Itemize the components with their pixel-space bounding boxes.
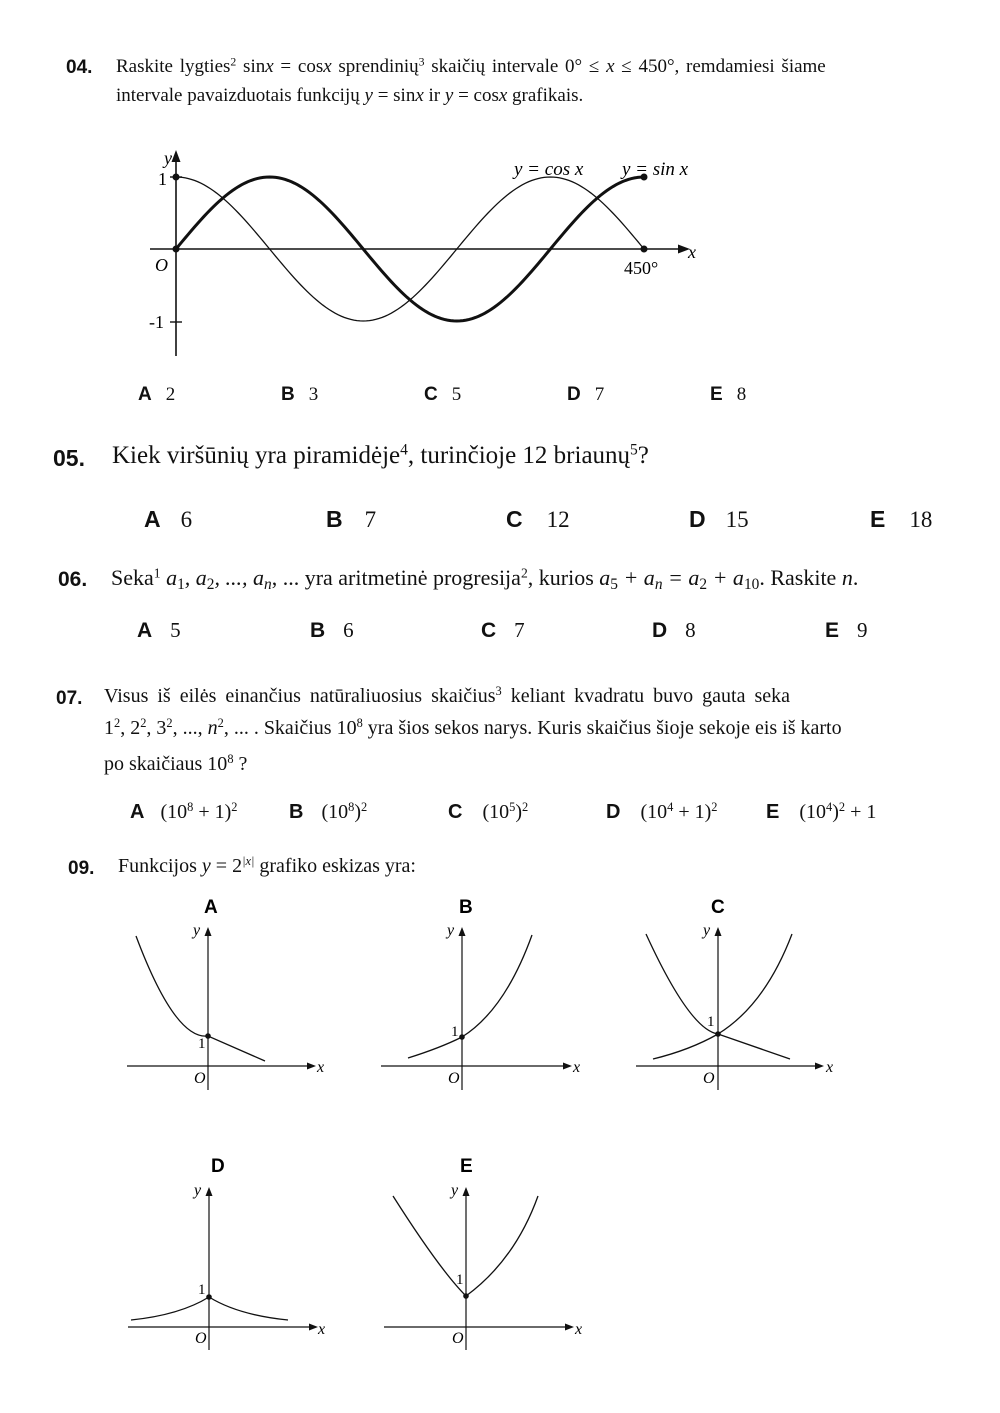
q09-graph-b-origin: O	[448, 1070, 460, 1087]
q04-y-arrow-icon	[172, 150, 181, 162]
q09-graph-c-y-arrow-icon	[715, 927, 722, 936]
q04-trig-graph	[140, 140, 720, 370]
q06-number: 06.	[58, 568, 88, 591]
q04-point-cos-end	[641, 246, 648, 253]
q04-option-c[interactable]: C 5	[424, 384, 462, 405]
q05-option-a[interactable]: A 6	[144, 506, 193, 532]
q09-graph-a-x-label: x	[317, 1059, 325, 1076]
q09-graph-e-y-arrow-icon	[463, 1187, 470, 1196]
q09-graph-e[interactable]	[375, 1150, 595, 1360]
q04-origin-label: O	[155, 255, 168, 275]
q09-graph-e-point	[463, 1293, 469, 1299]
q09-graph-e-x-label: x	[575, 1321, 583, 1338]
q05-text: Kiek viršūnių yra piramidėje$^4$, turinčioje 12 briaunų$^5$?	[112, 441, 649, 469]
q09-graph-a[interactable]	[120, 890, 340, 1100]
q06-text: Seka$^1$ $a_1$, $a_2$, ..., $a_n$, ... yra aritmetinė progresija$^2$, kurios $a_5 + a_n = a_2 + a_{10}$. Raskite n.	[111, 565, 859, 593]
q09-graph-b-letter: B	[459, 897, 473, 918]
q09-graph-a-x-arrow-icon	[307, 1063, 316, 1070]
q06-option-b[interactable]: B 6	[310, 618, 354, 642]
q04-sin-label: y = sin x	[622, 159, 689, 180]
q09-graph-a-tick: 1	[198, 1036, 206, 1052]
q09-graph-b[interactable]	[375, 890, 595, 1100]
q06-option-d[interactable]: D 8	[652, 618, 696, 642]
q06-option-c[interactable]: C 7	[481, 618, 525, 642]
q07-option-b[interactable]: B $(10^8)^2$	[289, 800, 368, 823]
q09-number: 09.	[68, 858, 95, 879]
q09-graph-c-curve-rising	[653, 934, 792, 1059]
q07-text-line1: Visus iš eilės einančius natūraliuosius skaičius$^3$ keliant kvadratu buvo gauta seka	[104, 684, 790, 707]
q04-tick-minus1: -1	[149, 312, 164, 332]
q09-graph-e-y-label: y	[451, 1182, 459, 1199]
q09-graph-c-x-label: x	[826, 1059, 834, 1076]
q04-option-e[interactable]: E 8	[710, 384, 747, 405]
q09-graph-a-y-label: y	[193, 922, 201, 939]
q09-graph-d-x-arrow-icon	[309, 1324, 318, 1331]
q09-graph-d[interactable]	[120, 1150, 340, 1360]
q09-graph-d-origin: O	[195, 1330, 207, 1347]
q04-x-label: x	[688, 242, 696, 262]
q09-graph-e-letter: E	[460, 1156, 473, 1177]
q04-y-label: y	[164, 148, 172, 168]
q04-text-line1: Raskite lygties$^2$ sinx = cosx sprendinių$^3$ skaičių intervale 0° ≤ x ≤ 450°, remdamiesi šiame	[116, 55, 826, 77]
q07-option-d[interactable]: D $(10^4 + 1)^2$	[606, 800, 718, 823]
q09-graph-c-y-label: y	[703, 922, 711, 939]
q07-text-line3: po skaičiaus $10^8$ ?	[104, 752, 248, 775]
q09-graph-c-origin: O	[703, 1070, 715, 1087]
q04-point-cos-start	[173, 174, 180, 181]
q09-graph-c-tick: 1	[707, 1014, 715, 1030]
q09-graph-c-letter: C	[711, 897, 725, 918]
q05-option-b[interactable]: B 7	[326, 506, 377, 532]
q09-graph-d-letter: D	[211, 1156, 225, 1177]
q07-number: 07.	[56, 688, 83, 709]
q04-tick-450: 450°	[624, 258, 659, 278]
q04-number: 04.	[66, 57, 93, 78]
q07-text-line2: $1^2$, $2^2$, $3^2$, ..., $n^2$, ... . Skaičius $10^8$ yra šios sekos narys. Kuris skaičius šioje sekoje eis iš karto	[104, 716, 842, 739]
q07-option-e[interactable]: E $(10^4)^2 + 1$	[766, 800, 877, 823]
q05-number: 05.	[53, 445, 85, 471]
q04-point-origin	[173, 246, 180, 253]
q05-option-e[interactable]: E 18	[870, 506, 933, 532]
q04-option-d[interactable]: D 7	[567, 384, 605, 405]
q09-graph-a-letter: A	[204, 897, 218, 918]
q09-graph-b-y-label: y	[447, 922, 455, 939]
q09-graph-d-y-arrow-icon	[206, 1187, 213, 1196]
q06-option-e[interactable]: E 9	[825, 618, 868, 642]
q09-graph-e-origin: O	[452, 1330, 464, 1347]
q04-option-b[interactable]: B 3	[281, 384, 319, 405]
q04-option-a[interactable]: A 2	[138, 384, 176, 405]
q06-option-a[interactable]: A 5	[137, 618, 181, 642]
q09-graph-b-y-arrow-icon	[459, 927, 466, 936]
q09-graph-a-point	[205, 1033, 211, 1039]
q09-graph-b-curve	[408, 935, 532, 1058]
q09-graph-b-point	[459, 1034, 465, 1040]
q04-tick-1: 1	[158, 169, 167, 189]
q05-option-d[interactable]: D 15	[689, 506, 749, 532]
q09-graph-b-tick: 1	[451, 1024, 459, 1040]
q07-option-a[interactable]: A $(10^8 + 1)^2$	[130, 800, 238, 823]
q09-graph-e-x-arrow-icon	[565, 1324, 574, 1331]
q04-cos-label: y = cos x	[514, 159, 584, 180]
q09-graph-d-x-label: x	[318, 1321, 326, 1338]
q09-text: Funkcijos $y = 2^{|x|}$ grafiko eskizas yra:	[118, 854, 416, 877]
q09-graph-c-x-arrow-icon	[815, 1063, 824, 1070]
q09-graph-a-origin: O	[194, 1070, 206, 1087]
q09-graph-d-y-label: y	[194, 1182, 202, 1199]
q09-graph-a-y-arrow-icon	[205, 927, 212, 936]
q09-graph-b-x-arrow-icon	[563, 1063, 572, 1070]
q09-graph-b-x-label: x	[573, 1059, 581, 1076]
q05-option-c[interactable]: C 12	[506, 506, 570, 532]
q09-graph-c[interactable]	[630, 890, 840, 1100]
q09-graph-c-point	[715, 1031, 721, 1037]
q09-graph-e-tick: 1	[456, 1272, 464, 1288]
q09-graph-d-tick: 1	[198, 1282, 206, 1298]
q09-graph-d-point	[206, 1294, 212, 1300]
q04-text-line2: intervale pavaizduotais funkcijų y = sinx ir y = cosx grafikais.	[116, 85, 584, 106]
q07-option-c[interactable]: C $(10^5)^2$	[448, 800, 529, 823]
